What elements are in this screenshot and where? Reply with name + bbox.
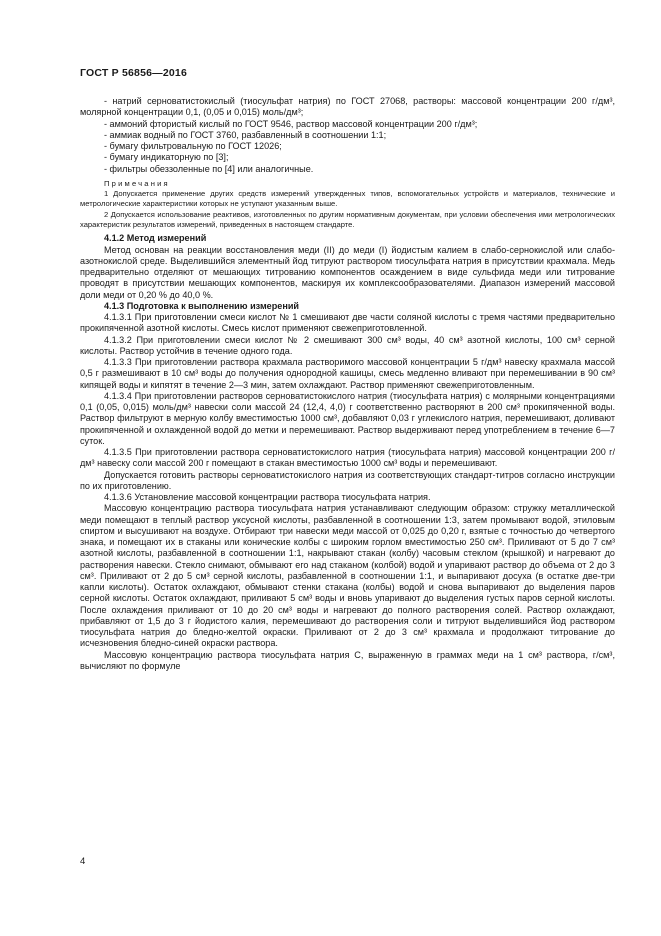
page-number: 4 <box>80 856 86 867</box>
page-header-doc-id: ГОСТ Р 56856—2016 <box>80 67 188 79</box>
paragraph: 4.1.3.2 При приготовлении смеси кислот № 2 смешивают 300 см³ воды, 40 см³ азотной кислоты, 100 см³ серной кислоты. Раствор устойчив в течение одного года. <box>80 334 615 356</box>
section-heading-412: 4.1.2 Метод измерений <box>104 233 207 244</box>
paragraph: Массовую концентрацию раствора тиосульфата натрия устанавливают следующим образом: стружку металлической меди помещают в теплый раствор уксусной кислоты, разбавленной в соотношении 1:3, затем промывают водой, этиловым спиртом и высушивают на воздухе. Отбирают три навески меди массой от 0,025 до 0,20 г, взятые с точностью до четвертого знака, и помещают их в стаканы или конические колбы с широким горлом вместимостью 250 см³. Приливают от 5 до 7 см³ азотной кислоты, разбавленной в соотношении 1:1, накрывают стакан (колбу) часовым стеклом (крышкой) и нагревают до растворения навески. Стекло снимают, обмывают его над стаканом (колбой) водой и упаривают раствор до объема от 2 до 3 см³. Приливают от 2 до 5 см³ серной кислоты, разбавленной в соотношении 1:1, и выпаривают досуха (в остатке две-три капли кислоты). Остаток охлаждают, обмывают стенки стакана (колбы) водой и снова выпаривают до выделения паров серной кислоты. Остаток охлаждают, приливают 5 см³ воды и вновь упаривают до выделения густых паров серной кислоты. После охлаждения приливают от 10 до 20 см³ воды и нагревают до полного растворения солей. Раствор охлаждают, прибавляют от 1,5 до 3 г йодистого калия, перемешивают до растворения соли и титруют выделившийся йод раствором тиосульфата натрия до бледно-желтой окраски. Приливают от 2 до 3 см³ крахмала и продолжают титрование до исчезновения бледно-синей окраски раствора. <box>80 503 615 649</box>
list-item: - бумагу индикаторную по [3]; <box>104 152 229 163</box>
paragraph: 4.1.3.4 При приготовлении растворов серноватистокислого натрия (тиосульфата натрия) с молярными концентрациями 0,1 (0,05, 0,015) моль/дм³ навески соли массой 24 (12,4, 4,0) г соответственно растворяют в 200 см³ прокипяченной воды. Раствор фильтруют в мерную колбу вместимостью 1000 см³, добавляют 0,03 г углекислого натрия, перемешивают, доливают прокипяченной и охлажденной водой до метки и перемешивают. Раствор выдерживают перед употреблением в течение 6—7 суток. <box>80 390 615 446</box>
paragraph: Допускается готовить растворы серноватистокислого натрия из соответствующих стандарт-титров согласно инструкции по их приготовлению. <box>80 469 615 491</box>
section-text-412: Метод основан на реакции восстановления меди (II) до меди (I) йодистым калием в слабо-сернокислой или слабо-азотнокислой среде. Выделившийся элементный йод титруют раствором тиосульфата натрия в присутствии крахмала. Медь предварительно отделяют от мешающих титрованию компонентов осаждением в виде сульфида меди или титрование проводят в присутствии мешающих компонентов, маскируя их комплексообразователями. Диапазон измерений массовой доли меди от 0,20 % до 40,0 %. <box>80 244 615 300</box>
section-heading-413: 4.1.3 Подготовка к выполнению измерений <box>104 300 300 311</box>
paragraph: 4.1.3.1 При приготовлении смеси кислот № 1 смешивают две части соляной кислоты с тремя частями предварительно прокипяченной азотной кислоты. Смесь кислот применяют свежеприготовленной. <box>80 312 615 334</box>
list-item: - фильтры обеззоленные по [4] или аналогичные. <box>104 163 314 174</box>
page-content <box>80 96 615 672</box>
list-item: - аммиак водный по ГОСТ 3760, разбавленный в соотношении 1:1; <box>104 129 387 140</box>
note-item: 1 Допускается применение других средств измерений утвержденных типов, вспомогательных устройств и материалов, технические и метрологические характеристики которых не уступают указанным выше. <box>80 188 615 209</box>
list-item: - аммоний фтористый кислый по ГОСТ 9546, раствор массовой концентрации 200 г/дм³; <box>104 118 478 129</box>
paragraph: 4.1.3.3 При приготовлении раствора крахмала растворимого массовой концентрации 5 г/дм³ навеску крахмала массой 0,5 г размешивают в 10 см³ воды до получения однородной кашицы, смесь медленно вливают при перемешивании в 90 см³ кипящей воды и кипятят в течение 2—3 мин, затем охлаждают. Раствор применяют свежеприготовленным. <box>80 357 615 390</box>
list-item: - бумагу фильтровальную по ГОСТ 12026; <box>104 141 282 151</box>
notes-title: Примечания <box>104 178 170 188</box>
list-item: - натрий серноватистокислый (тиосульфат натрия) по ГОСТ 27068, растворы: массовой концентрации 200 г/дм³, молярной концентрации 0,1, (0,05 и 0,015) моль/дм³; <box>80 96 615 118</box>
note-item: 2 Допускается использование реактивов, изготовленных по другим нормативным документам, при условии обеспечения ими метрологических характеристик результатов измерений, приведенных в настоящем стандарте. <box>80 209 615 229</box>
paragraph: 4.1.3.5 При приготовлении раствора серноватистокислого натрия (тиосульфата натрия) массовой концентрации 200 г/дм³ навеску соли массой 200 г помещают в стакан вместимостью 1000 см³ воды и перемешивают. <box>80 447 615 469</box>
paragraph: 4.1.3.6 Установление массовой концентрации раствора тиосульфата натрия. <box>104 492 431 503</box>
paragraph: Массовую концентрацию раствора тиосульфата натрия С, выраженную в граммах меди на 1 см³ раствора, г/см³, вычисляют по формуле <box>80 649 615 671</box>
